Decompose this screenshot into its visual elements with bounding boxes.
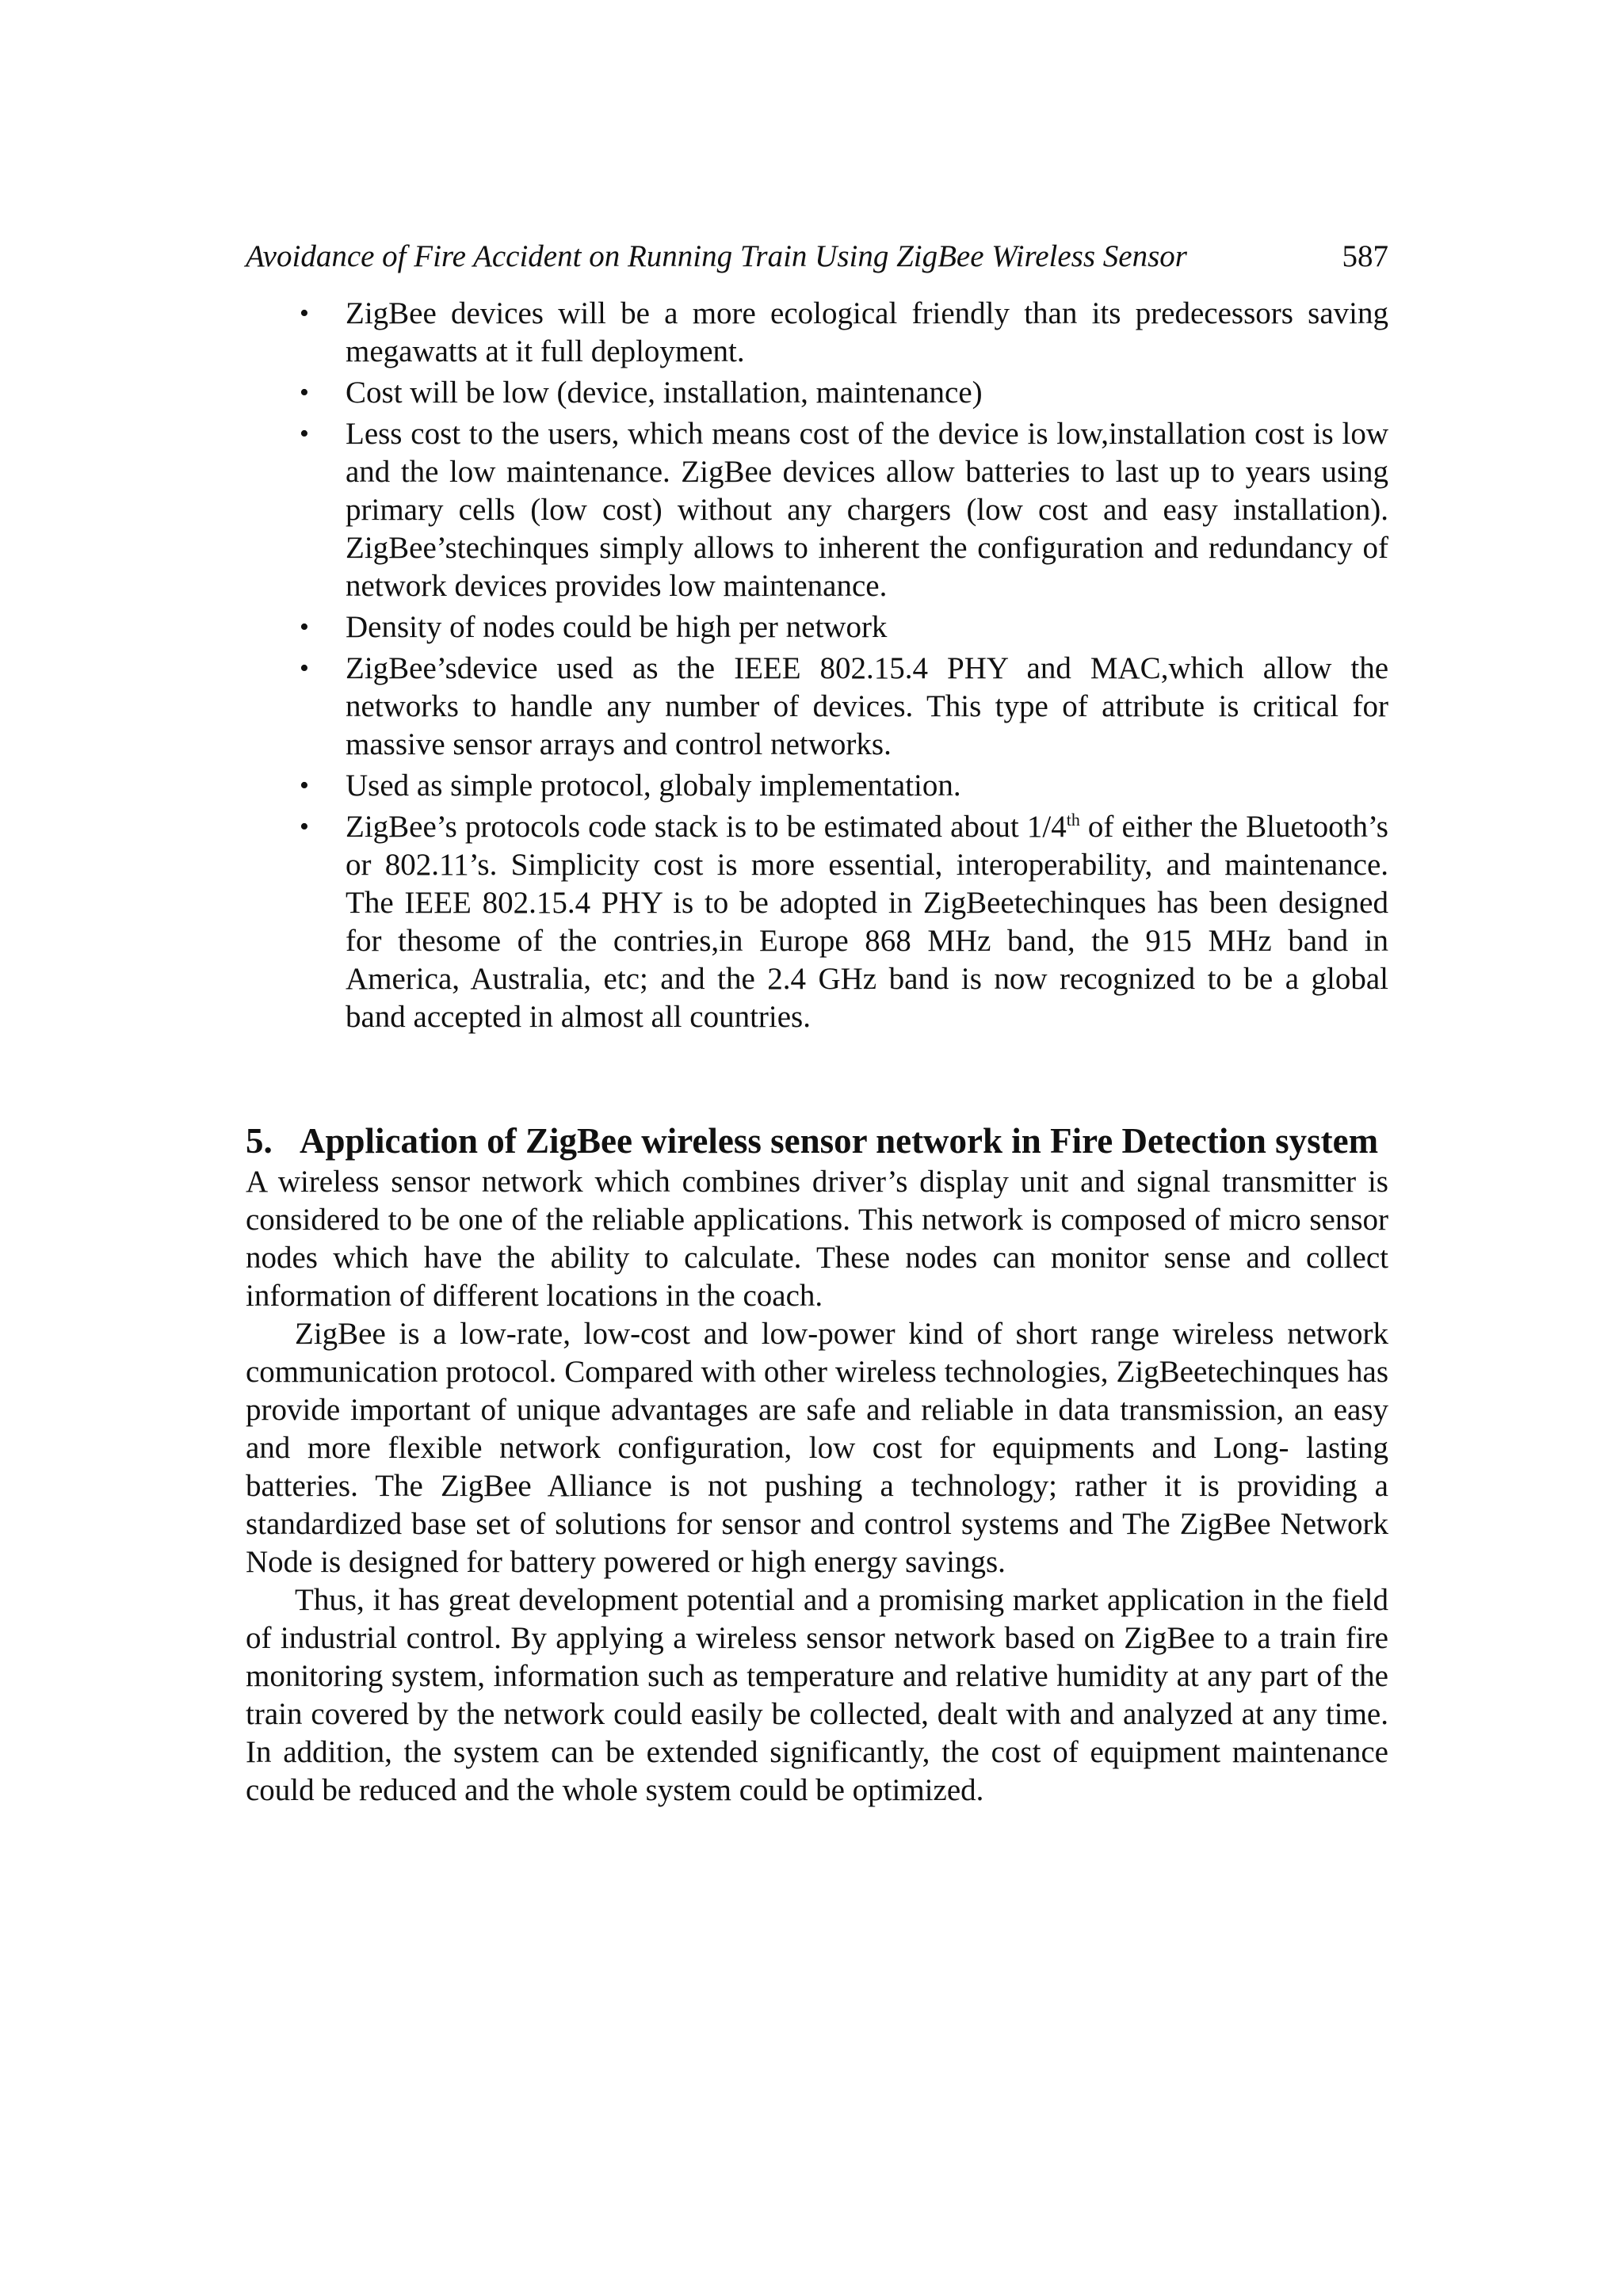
page-content (246, 238, 1388, 1810)
list-item (246, 650, 1388, 764)
list-item-text (346, 810, 1388, 1034)
bullet-icon: • (300, 612, 309, 642)
list-item-text: Cost will be low (device, installation, maintenance) (346, 376, 983, 410)
list-item-text: ZigBee’sdevice used as the IEEE 802.15.4 PHY and MAC,which allow the networks to handle any number of devices. This type of attribute is critical for massive sensor arrays and control networks. (346, 651, 1388, 761)
list-item (246, 808, 1388, 1036)
page-number: 587 (1342, 239, 1388, 273)
list-item (246, 415, 1388, 605)
bullet-icon: • (300, 299, 309, 328)
bullet-icon: • (300, 771, 309, 800)
paragraph: Thus, it has great development potential and a promising market application in the field of industrial control. By applying a wireless sensor network based on ZigBee to a train fire monitoring system, information such as temperature and relative humidity at any part of the train covered by the network could easily be collected, dealt with and analyzed at any time. In addition, the system can be extended significantly, the cost of equipment maintenance could be reduced and the whole system could be optimized. (246, 1583, 1388, 1807)
list-item (246, 767, 1388, 805)
list-item-text: Less cost to the users, which means cost of the device is low,installation cost is low and the low maintenance. ZigBee devices allow batteries to last up to years using primary cells (low cost) without any chargers (low cost and easy installation). ZigBee’stechinques simply allows to inherent the configuration and redundancy of network devices provides low maintenance. (346, 417, 1388, 603)
bullet-icon: • (300, 812, 309, 841)
list-item-text: Used as simple protocol, globaly implementation. (346, 769, 961, 803)
list-item-text: Density of nodes could be high per network (346, 610, 888, 644)
list-item (246, 374, 1388, 412)
list-item-text-after: of either the Bluetooth’s or 802.11’s. Simplicity cost is more essential, interoperability, and maintenance. The IEEE 802.15.4 PHY is to be adopted in ZigBeetechinques has been designed for thesome of the contries,in Europe 868 MHz band, the 915 MHz band in America, Australia, etc; and the 2.4 GHz band is now recognized to be a global band accepted in almost all countries. (346, 810, 1388, 1034)
running-title: Avoidance of Fire Accident on Running Train Using ZigBee Wireless Sensor (246, 239, 1187, 273)
paragraph: A wireless sensor network which combines driver’s display unit and signal transmitter is considered to be one of the reliable applications. This network is composed of micro sensor nodes which have the ability to calculate. These nodes can monitor sense and collect information of different locations in the coach. (246, 1165, 1388, 1313)
list-item (246, 608, 1388, 646)
paragraph: ZigBee is a low-rate, low-cost and low-power kind of short range wireless network communication protocol. Compared with other wireless technologies, ZigBeetechinques has provide important of unique advantages are safe and reliable in data transmission, an easy and more flexible network configuration, low cost for equipments and Long- lasting batteries. The ZigBee Alliance is not pushing a technology; rather it is providing a standardized base set of solutions for sensor and control systems and The ZigBee Network Node is designed for battery powered or high energy savings. (246, 1317, 1388, 1579)
running-header (246, 238, 1388, 276)
list-item-text-before: ZigBee’s protocols code stack is to be estimated about 1/4 (346, 810, 1067, 844)
section-title: Application of ZigBee wireless sensor network in Fire Detection system (300, 1121, 1379, 1161)
list-item (246, 295, 1388, 371)
bullet-icon: • (300, 419, 309, 448)
list-item-text: ZigBee devices will be a more ecological friendly than its predecessors saving megawatts at it full deployment. (346, 296, 1388, 368)
superscript: th (1066, 810, 1080, 830)
section-number: 5. (246, 1121, 273, 1161)
bullet-list (246, 295, 1388, 1036)
bullet-icon: • (300, 378, 309, 407)
section-heading (246, 1119, 1388, 1163)
bullet-icon: • (300, 654, 309, 683)
